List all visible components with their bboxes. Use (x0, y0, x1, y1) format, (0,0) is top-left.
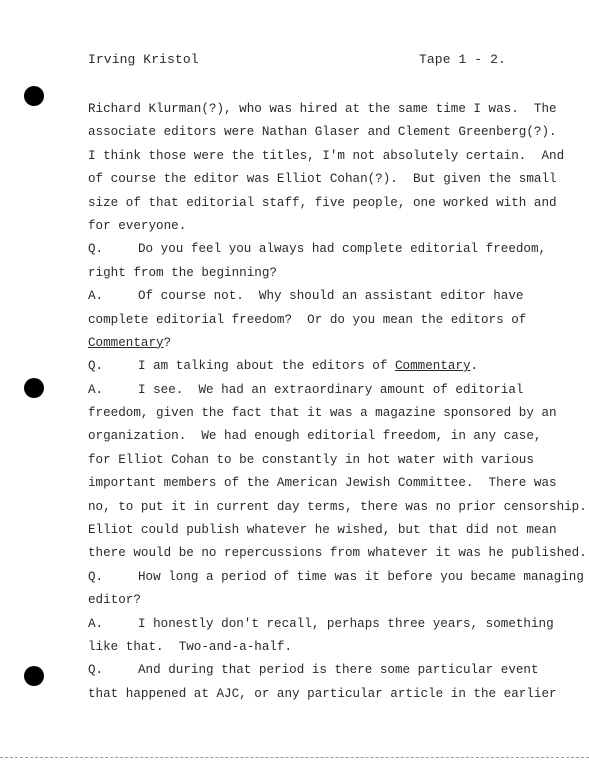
line-text: I see. We had an extraordinary amount of editorial (138, 382, 524, 397)
line-text: I honestly don't recall, perhaps three years, something (138, 616, 554, 631)
line-text: right from the beginning? (88, 265, 277, 280)
speaker-label: Q. (88, 569, 104, 584)
page-header (88, 52, 506, 72)
transcript-line (88, 238, 558, 261)
line-text: And during that period is there some particular event (138, 663, 539, 678)
transcript-line (88, 168, 558, 191)
transcript-line (88, 285, 558, 308)
binder-hole-icon (24, 86, 44, 106)
line-text: for everyone. (88, 218, 187, 233)
binder-hole-icon (24, 378, 44, 398)
publication-title: Commentary (88, 335, 164, 350)
publication-title: Commentary (394, 359, 471, 374)
line-text: that happened at AJC, or any particular article in the earlier (88, 686, 557, 701)
line-text: no, to put it in current day terms, there was no prior censorship. (88, 499, 587, 514)
line-text: there would be no repercussions from whatever it was he published. (88, 546, 587, 561)
line-text: for Elliot Cohan to be constantly in hot water with various (88, 452, 534, 467)
line-text: How long a period of time was it before you became managing (138, 569, 584, 584)
transcript-line (88, 355, 558, 378)
speaker-label: Q. (88, 663, 104, 678)
transcript-line (88, 332, 558, 355)
line-text: Richard Klurman(?), who was hired at the same time I was. The (88, 102, 557, 116)
transcript-line (88, 613, 558, 636)
transcript-line (88, 449, 558, 472)
binder-hole-icon (24, 666, 44, 686)
transcript-line (88, 215, 558, 238)
speaker-label: A. (88, 289, 104, 304)
line-text: freedom, given the fact that it was a magazine sponsored by an (88, 406, 557, 421)
tape-label: Tape 1 - 2. (419, 52, 506, 67)
transcript-line (88, 496, 587, 519)
transcript-line (88, 542, 587, 565)
transcript-body (88, 98, 587, 706)
transcript-line (88, 519, 558, 542)
transcript-line (88, 566, 584, 589)
transcript-line (88, 121, 558, 144)
transcript-line (88, 636, 558, 659)
transcript-line (88, 589, 558, 612)
speaker-label: A. (88, 382, 104, 397)
line-punctuation: ? (163, 335, 172, 350)
line-text: like that. Two-and-a-half. (88, 639, 293, 654)
transcript-line (88, 402, 558, 425)
line-text: organization. We had enough editorial freedom, in any case, (88, 429, 542, 444)
line-text: important members of the American Jewish Committee. There was (88, 476, 557, 491)
transcript-line (88, 145, 565, 168)
line-text: I think those were the titles, I'm not absolutely certain. And (88, 148, 565, 163)
transcript-line (88, 192, 558, 215)
transcript-line (88, 379, 558, 402)
line-text: Do you feel you always had complete editorial freedom, (138, 242, 547, 257)
transcript-line (88, 659, 558, 682)
line-text: Elliot could publish whatever he wished, but that did not mean (88, 523, 557, 538)
line-text: size of that editorial staff, five people, one worked with and (88, 195, 557, 210)
transcript-line (88, 683, 558, 706)
line-text: complete editorial freedom? Or do you mean the editors of (88, 312, 527, 327)
page-edge-divider (0, 757, 589, 758)
line-text: associate editors were Nathan Glaser and Clement Greenberg(?). (88, 125, 557, 140)
speaker-label: Q. (88, 359, 104, 374)
speaker-label: A. (88, 616, 104, 631)
interviewee-name: Irving Kristol (88, 52, 199, 67)
line-text: Of course not. Why should an assistant editor have (138, 289, 524, 304)
transcript-line (88, 262, 558, 285)
line-punctuation: . (470, 359, 479, 374)
line-text: I am talking about the editors of (138, 359, 395, 374)
transcript-line (88, 425, 558, 448)
line-text: editor? (88, 593, 141, 608)
line-text: of course the editor was Elliot Cohan(?). But given the small (88, 172, 557, 187)
transcript-line (88, 98, 558, 121)
transcript-line (88, 309, 558, 332)
speaker-label: Q. (88, 242, 104, 257)
transcript-line (88, 472, 558, 495)
